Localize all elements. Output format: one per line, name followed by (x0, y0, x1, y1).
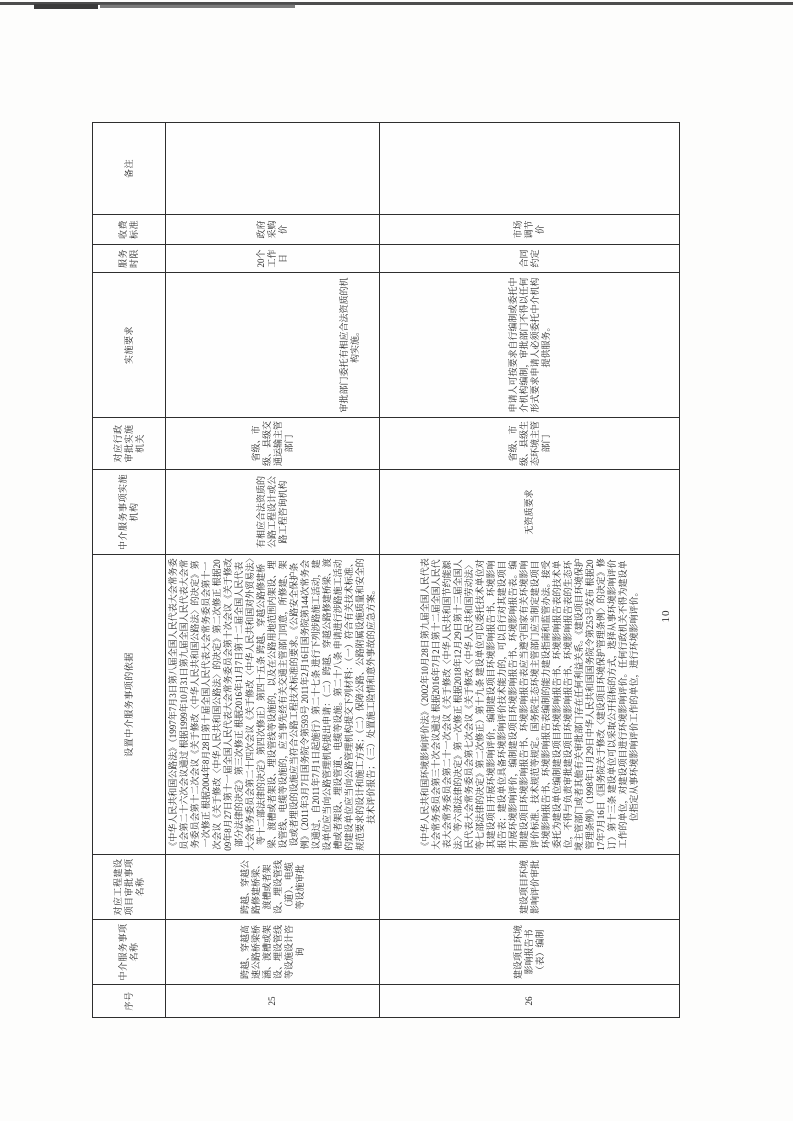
cell-fee: 政府采购价 (166, 215, 380, 245)
cell-fee: 市场调节价 (380, 215, 680, 245)
scan-artifact-blob-2 (100, 4, 295, 8)
scan-artifact-blob (34, 4, 98, 9)
cell-time-limit: 合同约定 (380, 245, 680, 273)
cell-remarks (380, 123, 680, 215)
cell-basis: 《中华人民共和国公路法》（1997年7月3日第八届全国人民代表大会常务委员会第二十六次会议通过 根据1999年10月31日第九届全国人民代表大会常务委员会第十二次会议《关于修改〈中华人民共和国公路法〉的决定》第一次修正 根据2004年8月28日第十届全国人民代表大会常务委员会第十一次会议《关于修改〈中华人民共和国公路法〉的决定》第二次修正 根据2009年8月27日第十一届全国人民代表大会常务委员会第十次会议《关于修改部分法律的决定》第三次修正 根据2016年11月7日第十二届全国人民代表大会常务委员会第二十四次会议《关于修改〈中华人民共和国对外贸易法〉等十二部法律的决定》第四次修正）第四十五条 跨越、穿越公路修建桥梁、渡槽或者架设、埋设管线等设施的，以及在公路用地范围内架设、埋设管线、电缆等设施的，应当事先经有关交通主管部门同意，所修建、架设或者埋设的设施应当符合公路工程技术标准的要求。《公路安全保护条例》（2011年3月7日国务院令第593号 2011年2月16日国务院第144次常务会议通过，自2011年7月1日起施行）第二十七条 进行下列涉路施工活动，建设单位应当向公路管理机构提出申请：（二）跨越、穿越公路修建桥梁、渡槽或者架设、埋设管道、电缆等设施。第二十八条 申请进行涉路施工活动的建设单位应当向公路管理机构提交下列材料：（一）符合有关技术标准、规范要求的设计和施工方案；（二）保障公路、公路附属设施质量和安全的技术评价报告；（三）处置施工险情和意外事故的应急方案。 (166, 555, 380, 855)
cell-basis: 《中华人民共和国环境影响评价法》（2002年10月28日第九届全国人民代表大会常务委员会第三十次会议通过 根据2016年7月2日第十二届全国人民代表大会常务委员会第二十一次会议《关于修改〈中华人民共和国节约能源法〉等六部法律的决定》第一次修正 根据2018年12月29日第十三届全国人民代表大会常务委员会第七次会议《关于修改〈中华人民共和国劳动法〉等七部法律的决定》第二次修正）第十九条 建设单位可以委托技术单位对其建设项目开展环境影响评价，编制建设项目环境影响报告书、环境影响报告表；建设单位具备环境影响评价技术能力的，可以自行对其建设项目开展环境影响评价，编制建设项目环境影响报告书、环境影响报告表。编制建设项目环境影响报告书、环境影响报告表应当遵守国家有关环境影响评价标准、技术规范等规定。国务院生态环境主管部门应当制定建设项目环境影响报告书、环境影响报告表编制的能力建设指南和监管办法。接受委托为建设单位编制建设项目环境影响报告书、环境影响报告表的技术单位，不得与负责审批建设项目环境影响报告书、环境影响报告表的生态环境主管部门或者其他有关审批部门存在任何利益关系。《建设项目环境保护管理条例》（1998年11月29日中华人民共和国国务院令第253号发布 根据2017年7月16日《国务院关于修改〈建设项目环境保护管理条例〉的决定》修订）第十三条 建设单位可以采取公开招标的方式，选择从事环境影响评价工作的单位，对建设项目进行环境影响评价。任何行政机关不得为建设单位指定从事环境影响评价工作的单位，进行环境影响评价。 (380, 555, 680, 855)
cell-time-limit: 20个工作日 (166, 245, 380, 273)
page-number: 10 (660, 609, 672, 623)
cell-service-name: 跨越、穿越高速公路桥梁桥涵、渡槽或架设、埋设管线等设施设计咨询 (166, 920, 380, 985)
table-row-26 (380, 123, 680, 1018)
column-header-remarks: 备注 (93, 123, 166, 215)
cell-requirements: 审批部门委托有相应合法资质的机构实施。 (166, 273, 380, 418)
cell-authority: 省级、市级、县级生态环境主管部门 (380, 418, 680, 470)
cell-implementer: 无资质要求 (380, 470, 680, 555)
column-header-basis: 设置中介服务事项的依据 (93, 555, 166, 855)
cell-service-name: 建设项目环境影响报告书（表）编制 (380, 920, 680, 985)
column-header-time-limit: 服务时限 (93, 245, 166, 273)
column-header-implementer: 中介服务事项实施机构 (93, 470, 166, 555)
column-header-seq: 序号 (93, 985, 166, 1018)
column-header-approval-item: 对应工程建设项目审批事项名称 (93, 855, 166, 920)
cell-approval-item: 建设项目环境影响评价审批 (380, 855, 680, 920)
cell-authority: 省级、市级、县级交通运输主管部门 (166, 418, 380, 470)
intermediary-services-table (92, 122, 680, 1018)
cell-seq: 26 (380, 985, 680, 1018)
cell-remarks (166, 123, 380, 215)
cell-implementer: 有相应合法资质的公路工程设计或公路工程咨询机构 (166, 470, 380, 555)
cell-seq: 25 (166, 985, 380, 1018)
rotated-table-container (92, 123, 660, 1018)
column-header-authority: 对应行政审批实施机关 (93, 418, 166, 470)
cell-approval-item: 跨越、穿越公路修建桥梁、渡槽或者架设、埋设管线（道）、电缆等设施审批 (166, 855, 380, 920)
table-header-row (93, 123, 166, 1018)
column-header-requirements: 实施要求 (93, 273, 166, 418)
table-row-25 (166, 123, 380, 1018)
column-header-fee: 收费标准 (93, 215, 166, 245)
column-header-service-name: 中介服务事项名称 (93, 920, 166, 985)
cell-requirements: 申请人可按要求自行编制或委托中介机构编制，审批部门不得以任何形式要求申请人必须委托中介机构提供服务。 (380, 273, 680, 418)
